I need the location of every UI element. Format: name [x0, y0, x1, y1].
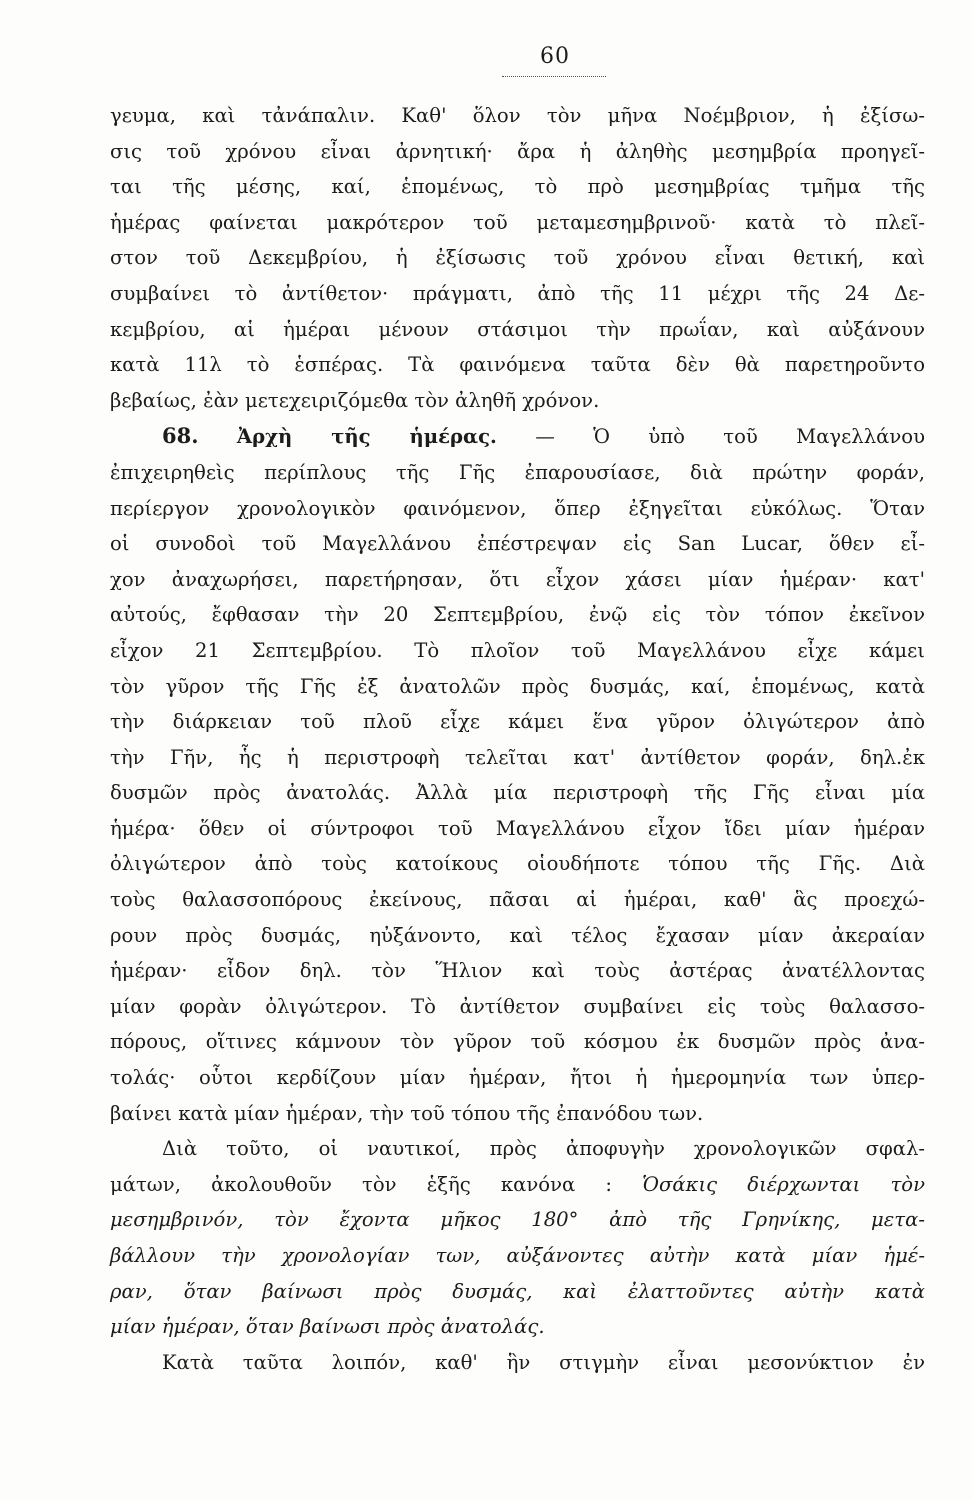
page-number-rule: [502, 76, 606, 77]
italic-rule-line: μίαν ἡμέραν, ὅταν βαίνωσι πρὸς ἀνατολάς.: [110, 1315, 545, 1339]
text-line: κεμβρίου, αἱ ἡμέραι μένουν στάσιμοι τὴν πρωΐαν, καὶ αὐξάνουν: [110, 317, 925, 341]
text-line: πόρους, οἵτινες κάμνουν τὸν γῦρον τοῦ κόσμου ἐκ δυσμῶν πρὸς ἀνα-: [110, 1030, 925, 1054]
text-line: ὀλιγώτερον ἀπὸ τοὺς κατοίκους οἱουδήποτε τόπου τῆς Γῆς. Διὰ: [110, 852, 925, 876]
text-line: τὸν γῦρον τῆς Γῆς ἐξ ἀνατολῶν πρὸς δυσμάς, καί, ἑπομένως, κατὰ: [110, 674, 925, 698]
italic-rule-line: βάλλουν τὴν χρονολογίαν των, αὐξάνοντες αὐτὴν κατὰ μίαν ἡμέ-: [110, 1244, 925, 1267]
text-line: βεβαίως, ἐὰν μετεχειριζόμεθα τὸν ἀληθῆ χρόνον.: [110, 388, 600, 412]
italic-rule-line: ραν, ὅταν βαίνωσι πρὸς δυσμάς, καὶ ἐλαττοῦντες αὐτὴν κατὰ: [110, 1279, 925, 1303]
section-first-text: — Ὁ ὑπὸ τοῦ Μαγελλάνου: [535, 425, 925, 449]
text-line: κατὰ 11λ τὸ ἑσπέρας. Τὰ φαινόμενα ταῦτα δὲν θὰ παρετηροῦντο: [110, 353, 925, 377]
text-line: εἶχον 21 Σεπτεμβρίου. Τὸ πλοῖον τοῦ Μαγελλάνου εἶχε κάμει: [110, 638, 925, 662]
text-line: σις τοῦ χρόνου εἶναι ἀρνητική· ἄρα ἡ ἀληθὴς μεσημβρία προηγεῖ-: [110, 139, 925, 163]
text-line: ἡμέραν· εἶδον δηλ. τὸν Ἥλιον καὶ τοὺς ἀστέρας ἀνατέλλοντας: [110, 959, 925, 983]
text-line: ἐπιχειρηθεὶς περίπλους τῆς Γῆς ἐπαρουσίασε, διὰ πρώτην φοράν,: [110, 460, 925, 484]
section-heading-line: [110, 418, 925, 455]
rule-intro-text: μάτων, ἀκολουθοῦν τὸν ἑξῆς κανόνα :: [110, 1172, 613, 1196]
text-line: περίεργον χρονολογικὸν φαινόμενον, ὅπερ ἐξηγεῖται εὐκόλως. Ὅταν: [110, 496, 925, 520]
text-line: οἱ συνοδοὶ τοῦ Μαγελλάνου ἐπέστρεψαν εἰς San Lucar, ὅθεν εἶ-: [110, 532, 925, 556]
text-line: ἡμέρας φαίνεται μακρότερον τοῦ μεταμεσημβρινοῦ· κατὰ τὸ πλεῖ-: [110, 210, 925, 234]
text-line: αὐτούς, ἔφθασαν τὴν 20 Σεπτεμβρίου, ἐνῷ εἰς τὸν τόπον ἐκεῖνον: [110, 603, 925, 627]
text-line: ται τῆς μέσης, καί, ἑπομένως, τὸ πρὸ μεσημβρίας τμῆμα τῆς: [110, 175, 925, 199]
text-line: τὴν διάρκειαν τοῦ πλοῦ εἶχε κάμει ἕνα γῦρον ὀλιγώτερον ἀπὸ: [110, 710, 925, 734]
text-line: γευμα, καὶ τἀνάπαλιν. Καθ' ὅλον τὸν μῆνα Νοέμβριον, ἡ ἐξίσω-: [110, 104, 925, 127]
text-line: Κατὰ ταῦτα λοιπόν, καθ' ἣν στιγμὴν εἶναι μεσονύκτιον ἐν: [162, 1350, 925, 1374]
text-line: ρουν πρὸς δυσμάς, ηὐξάνοντο, καὶ τέλος ἔχασαν μίαν ἀκεραίαν: [110, 923, 925, 947]
text-line: τολάς· οὗτοι κερδίζουν μίαν ἡμέραν, ἤτοι ἡ ἡμερομηνία των ὑπερ-: [110, 1066, 925, 1090]
body-text: [110, 98, 925, 1380]
text-line: στον τοῦ Δεκεμβρίου, ἡ ἐξίσωσις τοῦ χρόνου εἶναι θετική, καὶ: [110, 246, 925, 270]
section-title: Ἀρχὴ τῆς ἡμέρας.: [236, 425, 497, 449]
text-line: μίαν φορὰν ὀλιγώτερον. Τὸ ἀντίθετον συμβαίνει εἰς τοὺς θαλασσο-: [110, 994, 925, 1018]
text-line: Διὰ τοῦτο, οἱ ναυτικοί, πρὸς ἀποφυγὴν χρονολογικῶν σφαλ-: [162, 1137, 925, 1161]
text-line: δυσμῶν πρὸς ἀνατολάς. Ἀλλὰ μία περιστροφὴ τῆς Γῆς εἶναι μία: [110, 781, 925, 805]
text-line: τοὺς θαλασσοπόρους ἐκείνους, πᾶσαι αἱ ἡμέραι, καθ' ἃς προεχώ-: [110, 888, 925, 912]
italic-rule-line: μεσημβρινόν, τὸν ἔχοντα μῆκος 180° ἀπὸ τῆς Γρηνίκης, μετα-: [110, 1208, 925, 1232]
text-line: ἡμέρα· ὅθεν οἱ σύντροφοι τοῦ Μαγελλάνου εἶχον ἴδει μίαν ἡμέραν: [110, 816, 925, 840]
text-line: τὴν Γῆν, ἧς ἡ περιστροφὴ τελεῖται κατ' ἀντίθετον φοράν, δηλ.ἐκ: [110, 745, 925, 769]
text-line: συμβαίνει τὸ ἀντίθετον· πράγματι, ἀπὸ τῆς 11 μέχρι τῆς 24 Δε-: [110, 281, 925, 305]
page-number: 60: [540, 44, 570, 69]
rule-intro-line: [110, 1167, 925, 1203]
text-line: βαίνει κατὰ μίαν ἡμέραν, τὴν τοῦ τόπου τῆς ἐπανόδου των.: [110, 1101, 704, 1125]
text-line: χον ἀναχωρήσει, παρετήρησαν, ὅτι εἶχον χάσει μίαν ἡμέραν· κατ': [110, 567, 925, 591]
rule-italic-text: Ὁσάκις διέρχωνται τὸν: [642, 1172, 926, 1196]
section-number: 68.: [162, 423, 199, 449]
